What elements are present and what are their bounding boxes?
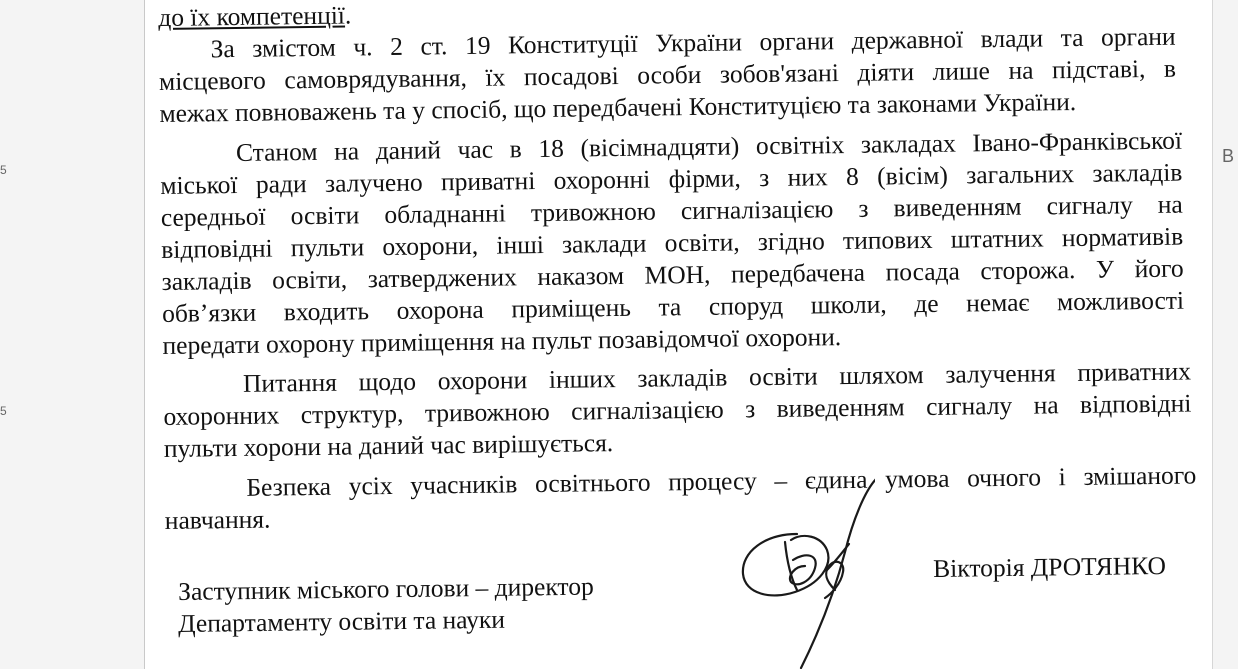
paragraph-line: міської ради залучено приватні охоронні фірми, з них 8 (вісім) загальних закладів <box>160 157 1183 200</box>
right-page-edge <box>1212 0 1213 669</box>
paragraph-line: Станом на даний час в 18 (вісімнадцяти) освітніх закладах Івано-Франківської <box>235 125 1183 167</box>
signer-position-line: Заступник міського голови – директор <box>178 571 594 606</box>
paragraph-line: охоронних структур, тривожною сигналізацією з виведенням сигналу на відповідні <box>163 388 1192 431</box>
left-edge-mark: 5 <box>0 404 7 418</box>
handwritten-signature <box>735 470 875 669</box>
left-page-margin <box>0 0 145 669</box>
signer-name: Вікторія ДРОТЯНКО <box>933 550 1167 583</box>
paragraph-line: відповідні пульти охорони, інші заклади освіти, згідно типових штатних нормативів <box>161 221 1184 264</box>
paragraph-line: пульти хорони на даний час вирішується. <box>163 428 614 463</box>
top-fragment: до їх компетенції <box>158 0 346 32</box>
top-fragment-line <box>158 0 351 33</box>
paragraph-line: передати охорону приміщення на пульт позавідомчої охорони. <box>162 322 842 360</box>
paragraph-line: Питання щодо охорони інших закладів освіти шляхом залучення приватних <box>242 356 1192 398</box>
paragraph-line: За змістом ч. 2 ст. 19 Конституції України органи державної влади та органи <box>210 21 1176 64</box>
top-fragment-end: . <box>344 0 352 30</box>
right-page-margin <box>1212 0 1238 669</box>
paragraph-line: Безпека усіх учасників освітнього процесу – єдина умова очного і змішаного <box>246 460 1197 502</box>
left-edge-mark: 5 <box>0 163 7 177</box>
paragraph-line: закладів освіти, затверджених наказом МОН, передбачена посада сторожа. У його <box>161 253 1184 296</box>
paragraph-line: місцевого самоврядування, їх посадові особи зобов'язані діяти лише на підставі, в <box>158 53 1177 96</box>
paragraph-line: межах повноважень та у спосіб, що передбачені Конституцією та законами України. <box>159 86 1077 128</box>
signer-position-line: Департаменту освіти та науки <box>178 604 506 638</box>
left-page-edge <box>144 0 145 669</box>
right-edge-mark: В <box>1222 146 1235 166</box>
paragraph-line: середньої освіти обладнанні тривожною сигналізацією з виведенням сигналу на <box>160 189 1183 232</box>
paragraph-line: обв’язки входить охорона приміщень та споруд школи, де немає можливості <box>161 285 1185 328</box>
paragraph-line: навчання. <box>164 504 271 535</box>
